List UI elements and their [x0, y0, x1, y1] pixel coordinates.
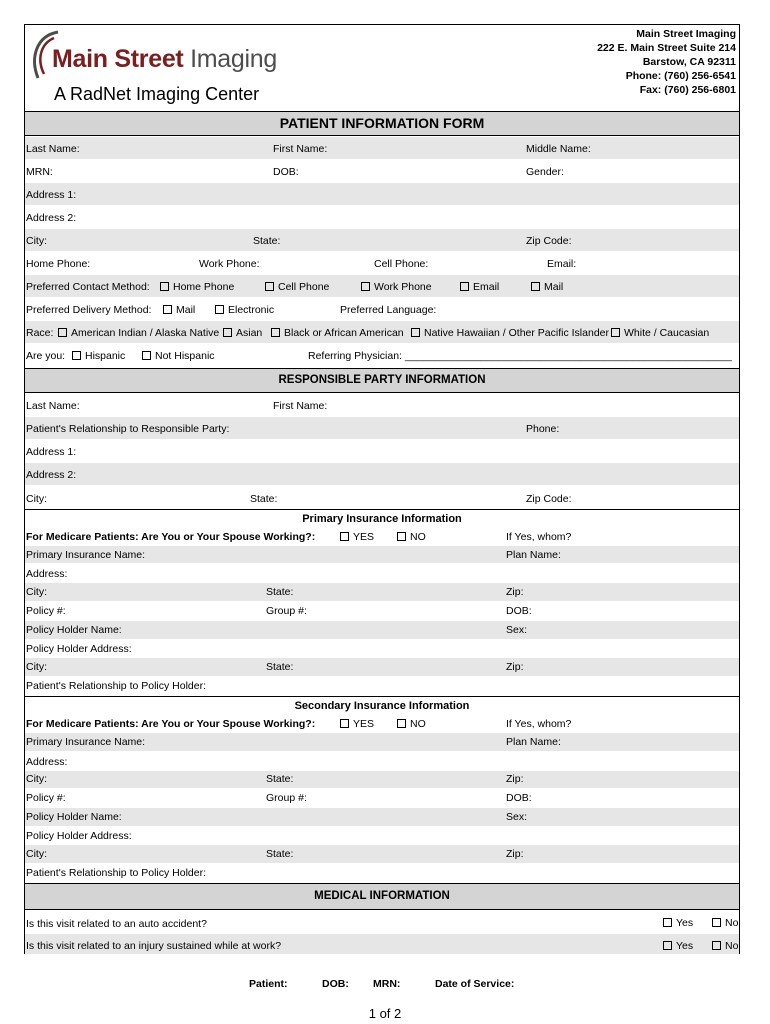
- rp-address1-row[interactable]: [25, 440, 739, 463]
- pri-medicare-question: For Medicare Patients: Are You or Your Spouse Working?:: [26, 531, 316, 543]
- pri-address-row[interactable]: [25, 564, 739, 583]
- ethnicity-row: [25, 344, 739, 367]
- pri-city-label: City:: [26, 586, 47, 598]
- sec-holder-address-label: Policy Holder Address:: [26, 830, 132, 842]
- patient-name-row[interactable]: [25, 137, 739, 160]
- pri-yes-checkbox[interactable]: YES: [340, 531, 374, 543]
- auto-accident-question: Is this visit related to an auto accident?: [26, 918, 207, 930]
- address2-label: Address 2:: [26, 212, 77, 224]
- not-hispanic-checkbox[interactable]: Not Hispanic: [142, 350, 215, 362]
- checkbox-icon[interactable]: [223, 328, 232, 337]
- sec-name-row[interactable]: [25, 733, 739, 752]
- sec-group-label: Group #:: [266, 792, 307, 804]
- sec-holder-state-label: State:: [266, 848, 294, 860]
- pri-holder-state-label: State:: [266, 661, 294, 673]
- sec-ins-name-label: Primary Insurance Name:: [26, 736, 146, 748]
- checkbox-icon[interactable]: [712, 918, 721, 927]
- sec-state-label: State:: [266, 773, 294, 785]
- referring-physician-label[interactable]: Referring Physician: ________________________________________________________: [308, 350, 732, 362]
- delivery-method-label: Preferred Delivery Method:: [26, 304, 152, 316]
- checkbox-icon[interactable]: [663, 941, 672, 950]
- rp-last-name-label: Last Name:: [26, 400, 80, 412]
- preferred-language-label: Preferred Language:: [340, 304, 437, 316]
- medical-section-title: MEDICAL INFORMATION: [25, 883, 739, 910]
- pri-dob-label: DOB:: [506, 605, 532, 617]
- pri-policy-label: Policy #:: [26, 605, 66, 617]
- mrn-label: MRN:: [26, 166, 53, 178]
- responsible-section-title: RESPONSIBLE PARTY INFORMATION: [25, 368, 739, 393]
- main-street-imaging-logo: [28, 28, 277, 108]
- contact-method-row: [25, 275, 739, 298]
- checkbox-icon[interactable]: [663, 918, 672, 927]
- delivery-mail-checkbox[interactable]: Mail: [163, 304, 195, 316]
- patient-id-row[interactable]: [25, 160, 739, 183]
- pri-name-row[interactable]: [25, 546, 739, 564]
- clinic-phone: Phone: (760) 256-6541: [625, 70, 736, 82]
- page-number: 1 of 2: [368, 1006, 402, 1021]
- clinic-fax: Fax: (760) 256-6801: [639, 84, 736, 96]
- auto-accident-no-checkbox[interactable]: No: [712, 917, 738, 929]
- rp-phone-label: Phone:: [526, 423, 560, 435]
- contact-cell-phone-checkbox[interactable]: Cell Phone: [265, 281, 329, 293]
- sec-yes-checkbox[interactable]: YES: [340, 718, 374, 730]
- footer-dob-label: DOB:: [322, 978, 349, 990]
- rp-address2-label: Address 2:: [26, 469, 77, 481]
- delivery-method-row: [25, 298, 739, 321]
- rp-first-name-label: First Name:: [273, 400, 328, 412]
- patient-section-title: PATIENT INFORMATION FORM: [25, 111, 739, 136]
- work-phone-label: Work Phone:: [199, 258, 260, 270]
- pri-medicare-row: [25, 528, 739, 546]
- first-name-label: First Name:: [273, 143, 328, 155]
- checkbox-icon[interactable]: [340, 719, 349, 728]
- checkbox-icon[interactable]: [142, 351, 151, 360]
- checkbox-icon[interactable]: [411, 328, 420, 337]
- pri-city-row[interactable]: [25, 583, 739, 602]
- checkbox-icon[interactable]: [361, 282, 370, 291]
- secondary-insurance-title: Secondary Insurance Information: [25, 696, 739, 715]
- footer-date-of-service-label: Date of Service:: [435, 978, 515, 990]
- sec-dob-label: DOB:: [506, 792, 532, 804]
- sec-holder-name-label: Policy Holder Name:: [26, 811, 122, 823]
- city-row[interactable]: [25, 229, 739, 252]
- rp-address1-label: Address 1:: [26, 446, 77, 458]
- clinic-name: Main Street Imaging: [636, 28, 736, 40]
- pri-holder-row[interactable]: [25, 621, 739, 640]
- checkbox-icon[interactable]: [397, 719, 406, 728]
- sec-plan-name-label: Plan Name:: [506, 736, 561, 748]
- work-injury-question: Is this visit related to an injury sustained while at work?: [26, 940, 282, 952]
- footer-patient-label: Patient:: [249, 978, 288, 990]
- race-label: Race:: [26, 327, 54, 339]
- address1-label: Address 1:: [26, 189, 77, 201]
- footer-mrn-label: MRN:: [373, 978, 401, 990]
- pri-holder-city-label: City:: [26, 661, 47, 673]
- city-label: City:: [26, 235, 47, 247]
- pri-plan-name-label: Plan Name:: [506, 549, 561, 561]
- rp-city-row[interactable]: [25, 486, 739, 509]
- pri-if-yes-label: If Yes, whom?: [506, 531, 572, 543]
- logo-brand: [52, 45, 277, 74]
- sec-medicare-row: [25, 715, 739, 733]
- hispanic-checkbox[interactable]: Hispanic: [72, 350, 125, 362]
- race-white-checkbox[interactable]: White / Caucasian: [611, 327, 709, 339]
- work-injury-no-checkbox[interactable]: No: [712, 940, 738, 952]
- state-label: State:: [253, 235, 281, 247]
- pri-policy-row[interactable]: [25, 602, 739, 621]
- email-label: Email:: [547, 258, 577, 270]
- delivery-electronic-checkbox[interactable]: Electronic: [215, 304, 274, 316]
- sec-if-yes-label: If Yes, whom?: [506, 718, 572, 730]
- sec-zip-label: Zip:: [506, 773, 524, 785]
- race-pacific-islander-checkbox[interactable]: Native Hawaiian / Other Pacific Islander: [411, 327, 609, 339]
- are-you-label: Are you:: [26, 350, 66, 362]
- clinic-city: Barstow, CA 92311: [642, 56, 736, 68]
- rp-relationship-row[interactable]: [25, 417, 739, 440]
- logo-tagline: A RadNet Imaging Center: [54, 84, 260, 104]
- gender-label: Gender:: [526, 166, 564, 178]
- rp-zip-label: Zip Code:: [526, 493, 572, 505]
- checkbox-icon[interactable]: [271, 328, 280, 337]
- sec-holder-city-row[interactable]: [25, 845, 739, 864]
- contact-email-checkbox[interactable]: Email: [460, 281, 499, 293]
- logo-brand-light: Imaging: [190, 45, 277, 73]
- checkbox-icon[interactable]: [460, 282, 469, 291]
- clinic-street: 222 E. Main Street Suite 214: [597, 42, 736, 54]
- rp-name-row[interactable]: [25, 394, 739, 417]
- sec-holder-address-row[interactable]: [25, 827, 739, 845]
- checkbox-icon[interactable]: [265, 282, 274, 291]
- checkbox-icon[interactable]: [397, 532, 406, 541]
- pri-no-checkbox[interactable]: NO: [397, 531, 426, 543]
- auto-accident-row: [25, 911, 739, 934]
- pri-group-label: Group #:: [266, 605, 307, 617]
- middle-name-label: Middle Name:: [526, 143, 591, 155]
- sec-relationship-row[interactable]: [25, 864, 739, 883]
- pri-relationship-row[interactable]: [25, 677, 739, 696]
- clinic-address: [597, 27, 736, 97]
- pri-sex-label: Sex:: [506, 624, 528, 636]
- checkbox-icon[interactable]: [712, 941, 721, 950]
- checkbox-icon[interactable]: [340, 532, 349, 541]
- pri-zip-label: Zip:: [506, 586, 524, 598]
- contact-mail-checkbox[interactable]: Mail: [531, 281, 563, 293]
- address1-row[interactable]: [25, 183, 739, 206]
- rp-state-label: State:: [250, 493, 278, 505]
- pri-address-label: Address:: [26, 568, 68, 580]
- sec-relationship-label: Patient's Relationship to Policy Holder:: [26, 867, 207, 879]
- auto-accident-yes-checkbox[interactable]: Yes: [663, 917, 693, 929]
- checkbox-icon[interactable]: [531, 282, 540, 291]
- zip-label: Zip Code:: [526, 235, 572, 247]
- sec-address-label: Address:: [26, 756, 68, 768]
- address2-row[interactable]: [25, 206, 739, 229]
- race-black-checkbox[interactable]: Black or African American: [271, 327, 404, 339]
- sec-medicare-question: For Medicare Patients: Are You or Your Spouse Working?:: [26, 718, 316, 730]
- pri-holder-city-row[interactable]: [25, 658, 739, 677]
- pri-holder-address-row[interactable]: [25, 640, 739, 658]
- contact-work-phone-checkbox[interactable]: Work Phone: [361, 281, 432, 293]
- race-american-indian-checkbox[interactable]: American Indian / Alaska Native: [58, 327, 219, 339]
- work-injury-yes-checkbox[interactable]: Yes: [663, 940, 693, 952]
- sec-city-label: City:: [26, 773, 47, 785]
- checkbox-icon[interactable]: [215, 305, 224, 314]
- pri-holder-address-label: Policy Holder Address:: [26, 643, 132, 655]
- sec-policy-label: Policy #:: [26, 792, 66, 804]
- sec-address-row[interactable]: [25, 752, 739, 771]
- pri-relationship-label: Patient's Relationship to Policy Holder:: [26, 680, 207, 692]
- pri-state-label: State:: [266, 586, 294, 598]
- pri-ins-name-label: Primary Insurance Name:: [26, 549, 146, 561]
- logo-brand-bold: Main Street: [52, 45, 184, 73]
- pri-holder-zip-label: Zip:: [506, 661, 524, 673]
- race-asian-checkbox[interactable]: Asian: [223, 327, 262, 339]
- rp-relationship-label: Patient's Relationship to Responsible Party:: [26, 423, 230, 435]
- checkbox-icon[interactable]: [58, 328, 67, 337]
- rp-city-label: City:: [26, 493, 47, 505]
- sec-holder-city-label: City:: [26, 848, 47, 860]
- primary-insurance-title: Primary Insurance Information: [25, 509, 739, 528]
- cell-phone-label: Cell Phone:: [374, 258, 429, 270]
- sec-holder-row[interactable]: [25, 808, 739, 827]
- pri-holder-name-label: Policy Holder Name:: [26, 624, 122, 636]
- last-name-label: Last Name:: [26, 143, 80, 155]
- phones-row[interactable]: [25, 252, 739, 275]
- checkbox-icon[interactable]: [72, 351, 81, 360]
- sec-no-checkbox[interactable]: NO: [397, 718, 426, 730]
- sec-policy-row[interactable]: [25, 789, 739, 808]
- contact-method-label: Preferred Contact Method:: [26, 281, 150, 293]
- checkbox-icon[interactable]: [611, 328, 620, 337]
- contact-home-phone-checkbox[interactable]: Home Phone: [160, 281, 234, 293]
- checkbox-icon[interactable]: [163, 305, 172, 314]
- dob-label: DOB:: [273, 166, 299, 178]
- sec-city-row[interactable]: [25, 771, 739, 789]
- race-row: [25, 321, 739, 344]
- work-injury-row: [25, 934, 739, 955]
- sec-sex-label: Sex:: [506, 811, 528, 823]
- sec-holder-zip-label: Zip:: [506, 848, 524, 860]
- checkbox-icon[interactable]: [160, 282, 169, 291]
- home-phone-label: Home Phone:: [26, 258, 91, 270]
- rp-address2-row[interactable]: [25, 463, 739, 486]
